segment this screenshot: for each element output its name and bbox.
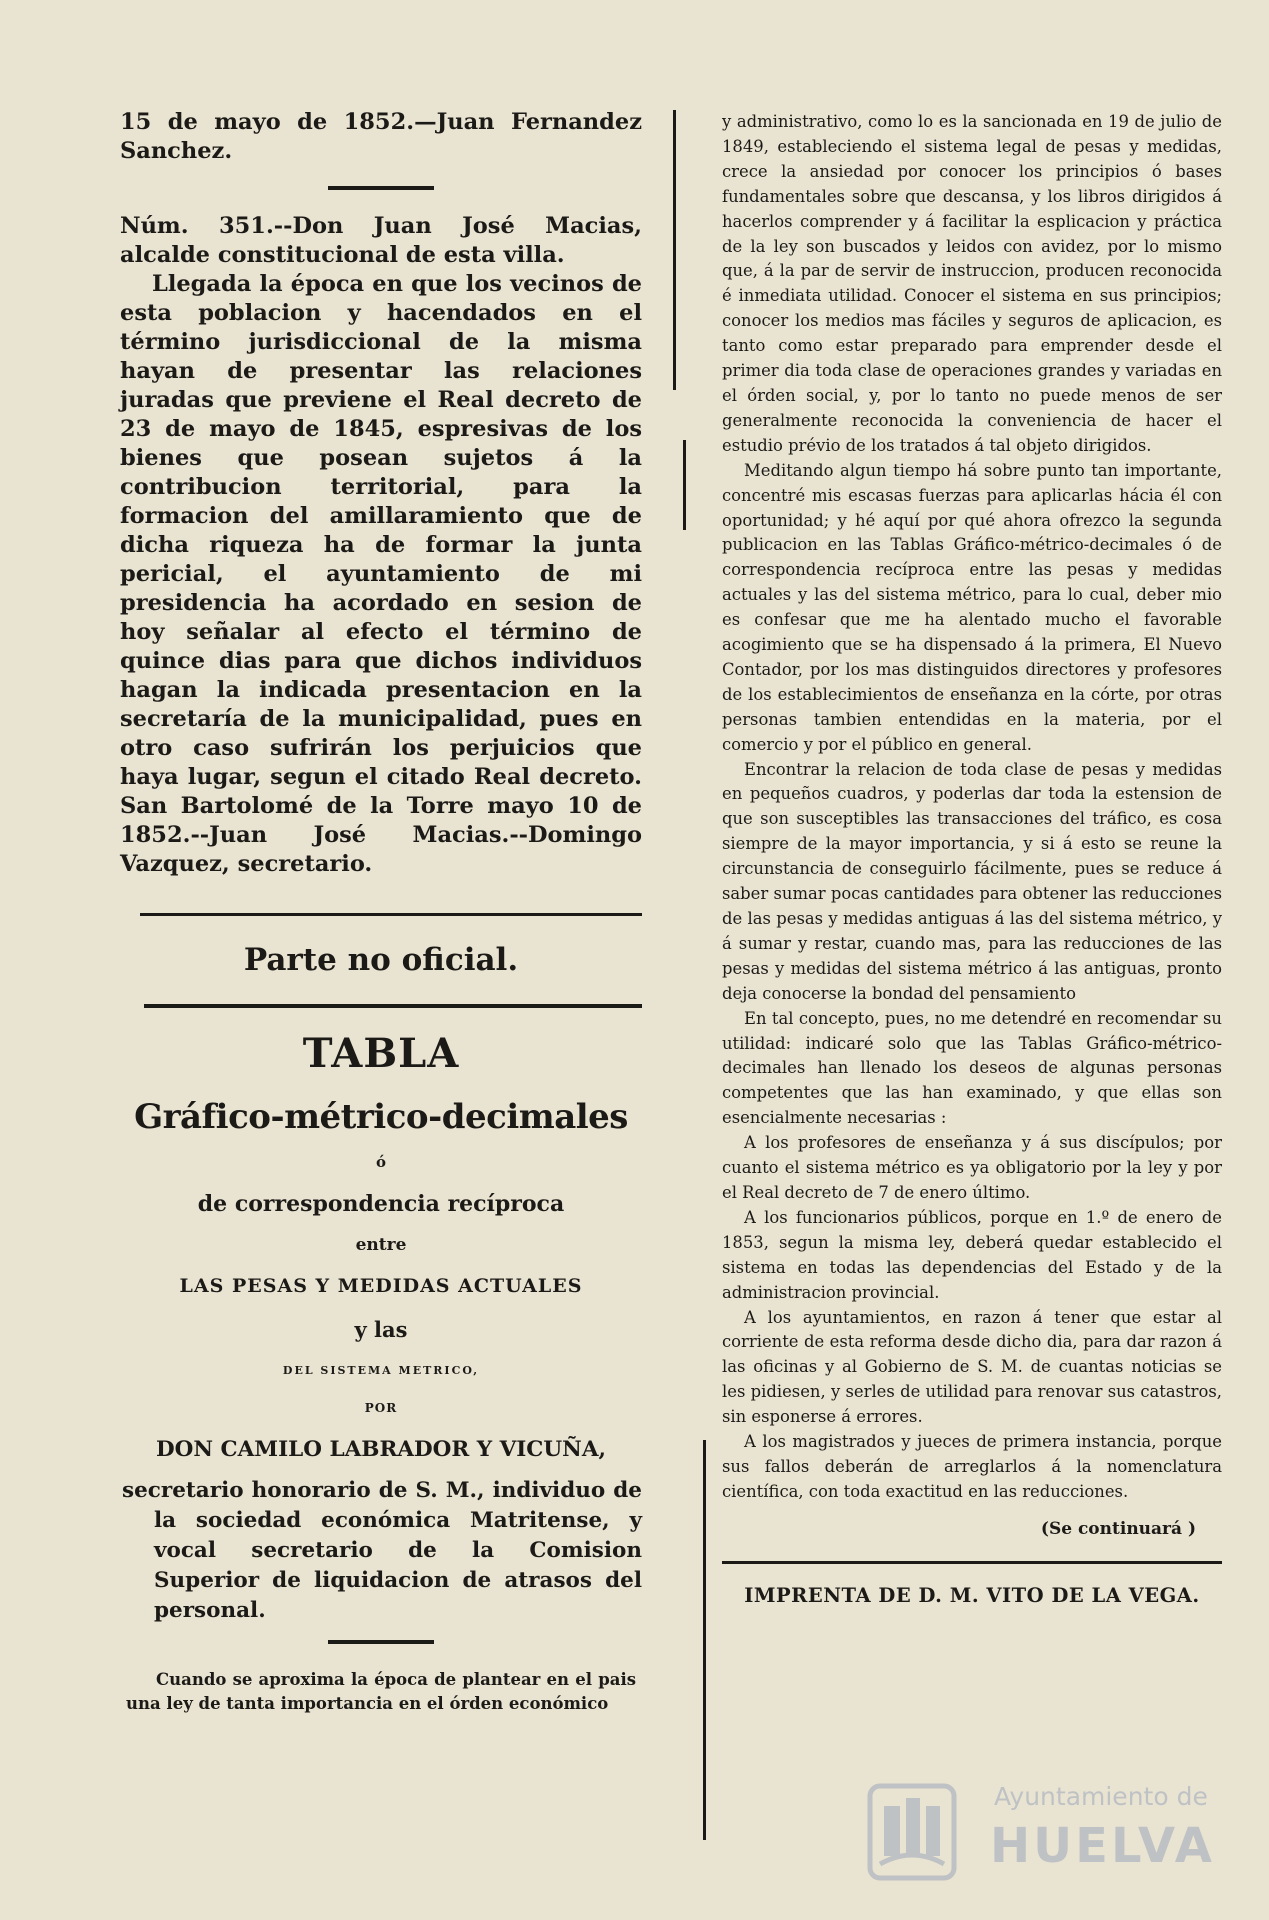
column-divider-middle xyxy=(683,440,686,530)
decree-body: Llegada la época en que los vecinos de esta poblacion y hacendados en el término jurisdiccional de la misma hayan de presentar las relaciones juradas que previene el Real decreto de 23 de mayo de 1845, espresivas de los bienes que posean sujetos á la contribucion territorial, para la formacion del amillaramiento que de dicha riqueza ha de formar la junta pericial, el ayuntamiento de mi presidencia ha acordado en sesion de hoy señalar al efecto el término de quince dias para que dichos individuos hagan la indicada presentacion en la secretaría de la municipalidad, pues en otro caso sufrirán los perjuicios que haya lugar, segun el citado Real decreto. San Bartolomé de la Torre mayo 10 de 1852.--Juan José Macias.--Domingo Vazquez, secretario. xyxy=(120,271,642,877)
article-paragraph: En tal concepto, pues, no me detendré en recomendar su utilidad: indicaré solo que las Tablas Gráfico-métrico-decimales han llenado los deseos de algunas personas competentes que las han examinado, y que ellas son esencialmente necesarias : xyxy=(722,1008,1222,1128)
tabla-sistema: DEL SISTEMA METRICO, xyxy=(282,1364,480,1377)
article-paragraph: Meditando algun tiempo há sobre punto tan importante, concentré mis escasas fuerzas para aplicarlas hácia él con oportunidad; y hé aquí por qué ahora ofrezco la segunda publicacion en las Tablas Gráfico-métrico-decimales ó de correspondencia recíproca entre las pesas y medidas actuales y las del sistema métrico, para lo cual, deber mio es confesar que me ha alentado mucho el favorable acogimiento que se ha dispensado á la primera, El Nuevo Contador, por los mas distinguidos directores y profesores de los establecimientos de enseñanza en la córte, por otras personas tambien entendidas en la materia, por el comercio y por el público en general. xyxy=(722,460,1222,754)
article-paragraph: A los magistrados y jueces de primera instancia, porque sus fallos deberán de arreglarlos á la nomenclatura científica, con toda exactitud en las reducciones. xyxy=(722,1432,1222,1501)
tabla-conjunction: ó xyxy=(375,1153,386,1171)
tabla-pesas: LAS PESAS Y MEDIDAS ACTUALES xyxy=(179,1275,583,1297)
tabla-y-las: y las xyxy=(354,1317,408,1342)
column-divider-lower xyxy=(703,1440,706,1840)
tabla-author: DON CAMILO LABRADOR Y VICUÑA, xyxy=(156,1437,606,1462)
tabla-por: POR xyxy=(364,1401,398,1415)
section-divider xyxy=(328,186,434,190)
archive-watermark xyxy=(862,1772,1222,1892)
huelva-crest-icon xyxy=(862,1776,962,1886)
tabla-entre: entre xyxy=(355,1235,407,1255)
right-column xyxy=(722,110,1222,1607)
article-paragraph: A los profesores de enseñanza y á sus discípulos; por cuanto el sistema métrico es ya obligatorio por la ley y por el Real decreto de 7 de enero último. xyxy=(722,1133,1222,1202)
continued-note: (Se continuará ) xyxy=(1040,1518,1196,1539)
section-divider xyxy=(328,1640,434,1644)
article-intro: Cuando se aproxima la época de plantear en el pais una ley de tanta importancia en el órden económico xyxy=(126,1670,636,1713)
footer-rule xyxy=(722,1561,1222,1564)
section-rule xyxy=(140,913,642,916)
tabla-correspondence: de correspondencia recíproca xyxy=(197,1191,565,1217)
article-paragraph: Encontrar la relacion de toda clase de pesas y medidas en pequeños cuadros, y poderlas dar toda la estension de que son susceptibles las transacciones del tráfico, es cosa siempre de la mayor importancia, y si á esto se reune la circunstancia de conseguirlo fácilmente, pues se reduce á saber sumar pocas cantidades para obtener las reducciones de las pesas y medidas antiguas á las del sistema métrico, y á sumar y restar, cuando mas, para las reducciones de las pesas y medidas del sistema métrico á las antiguas, pronto deja conocerse la bondad del pensamiento xyxy=(722,759,1222,1003)
watermark-line1: Ayuntamiento de xyxy=(994,1782,1208,1811)
opening-signature: 15 de mayo de 1852.—Juan Fernandez Sanchez. xyxy=(120,109,642,164)
watermark-line2: HUELVA xyxy=(990,1818,1215,1874)
section-title: Parte no oficial. xyxy=(243,942,519,978)
article-paragraph: y administrativo, como lo es la sancionada en 19 de julio de 1849, estableciendo el sistema legal de pesas y medidas, crece la ansiedad por conocer los principios ó bases fundamentales sobre que descansa, y los libros dirigidos á hacerlos comprender y á facilitar la esplicacion y práctica de la ley son buscados y leidos con avidez, por lo mismo que, á la par de servir de instruccion, producen reconocida é inmediata utilidad. Conocer el sistema en sus principios; conocer los medios mas fáciles y seguros de aplicacion, es tanto como estar preparado para emprender desde el primer dia toda clase de operaciones grandes y variadas en el órden social, y, por lo tanto no puede menos de ser generalmente reconocida la conveniencia de hacer el estudio prévio de los tratados á tal objeto dirigidos. xyxy=(722,112,1222,455)
decree-heading: Núm. 351.--Don Juan José Macias, alcalde constitucional de esta villa. xyxy=(120,213,642,268)
article-paragraph: A los ayuntamientos, en razon á tener que estar al corriente de esta reforma desde dicho dia, para dar razon á las oficinas y al Gobierno de S. M. de cuantas noticias se les pidiesen, y serles de utilidad para renovar sus catastros, sin esponerse á errores. xyxy=(722,1307,1222,1427)
tabla-subtitle: Gráfico-métrico-decimales xyxy=(134,1097,628,1137)
column-divider-upper xyxy=(673,110,676,390)
article-paragraph: A los funcionarios públicos, porque en 1.º de enero de 1853, segun la misma ley, deberá quedar establecido el sistema en todas las dependencias del Estado y de la administracion provincial. xyxy=(722,1207,1222,1302)
tabla-title: TABLA xyxy=(302,1030,460,1077)
printer-imprint: IMPRENTA DE D. M. VITO DE LA VEGA. xyxy=(744,1583,1200,1607)
tabla-author-bio: secretario honorario de S. M., individuo de la sociedad económica Matritense, y vocal secretario de la Comision Superior de liquidacion de atrasos del personal. xyxy=(122,1478,642,1623)
section-rule xyxy=(144,1004,642,1008)
left-column xyxy=(120,108,642,1716)
